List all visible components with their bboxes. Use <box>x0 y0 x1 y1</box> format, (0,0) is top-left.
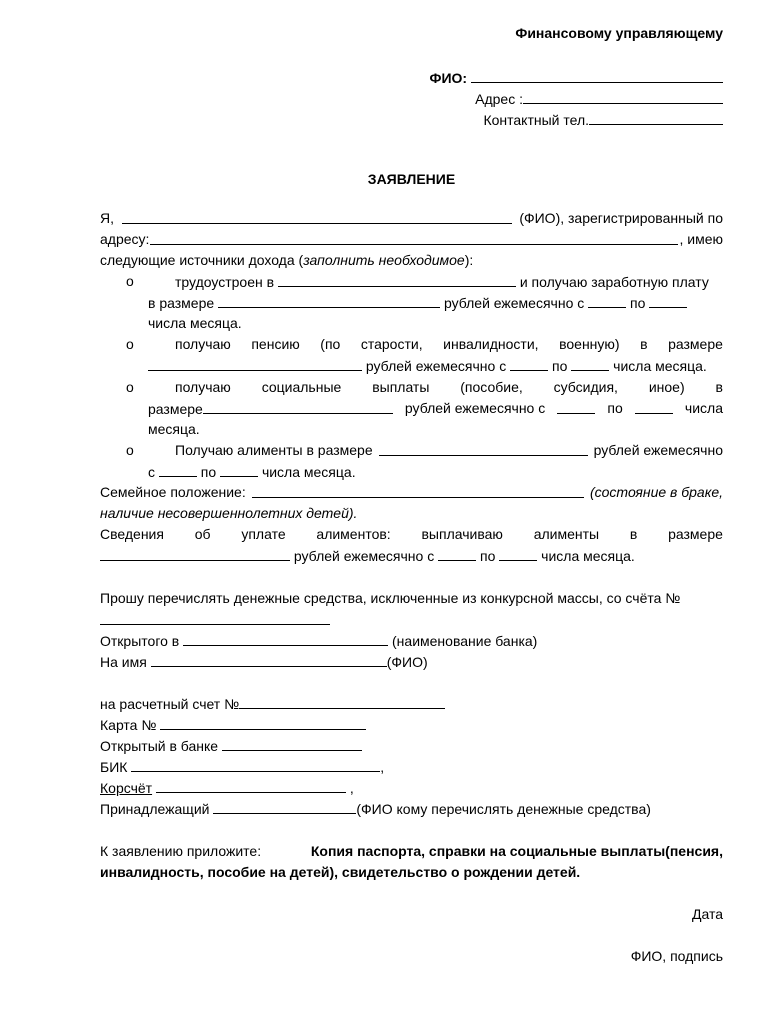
social-from-blank[interactable] <box>557 398 595 414</box>
corr-account-blank[interactable] <box>156 777 346 793</box>
target-account-blank[interactable] <box>239 693 445 709</box>
target-bank-line: Открытый в банке <box>100 735 723 756</box>
fio-line: ФИО: <box>100 67 723 88</box>
employment-line-2: в размере рублей ежемесячно с по <box>148 292 723 313</box>
bullet-marker: o <box>126 273 134 289</box>
alimony-line-2: с по числа месяца. <box>148 461 723 482</box>
owner-line: Принадлежащий (ФИО кому перечислять денежные средства) <box>100 798 723 819</box>
family-line-1: Семейное положение: (состояние в браке, <box>100 484 723 500</box>
addressee-line: Финансовому управляющему <box>515 25 723 41</box>
social-amount-blank[interactable] <box>203 398 393 414</box>
salary-amount-blank[interactable] <box>218 292 440 308</box>
intro-line-1: Я, (ФИО), зарегистрированный по <box>100 210 723 226</box>
employer-blank[interactable] <box>278 271 516 287</box>
bullet-marker: o <box>126 442 134 458</box>
alimony-to-blank[interactable] <box>220 461 258 477</box>
bik-blank[interactable] <box>131 756 380 772</box>
pension-line-1: получаю пенсию (по старости, инвалидности, военную) в размере <box>175 336 723 352</box>
pension-line-2: рублей ежемесячно с по числа месяца. <box>148 355 723 376</box>
social-line-2: размере рублей ежемесячно с по числа <box>148 400 723 417</box>
alimony-from-blank[interactable] <box>159 461 197 477</box>
alimony-paid-line-1: Сведения об уплате алиментов: выплачиваю алименты в размере <box>100 526 723 542</box>
fio-blank[interactable] <box>471 67 723 83</box>
registration-address-blank[interactable] <box>150 229 678 245</box>
social-to-blank[interactable] <box>635 398 673 414</box>
intro-line-3: следующие источники дохода (заполнить необходимое): <box>100 252 474 268</box>
salary-to-blank[interactable] <box>649 292 687 308</box>
attachments-line-1: К заявлению приложите: Копия паспорта, справки на социальные выплаты(пенсия, <box>100 843 723 859</box>
owner-blank[interactable] <box>213 798 356 814</box>
employment-line-3: числа месяца. <box>148 315 242 331</box>
family-line-2: наличие несовершеннолетних детей). <box>100 505 358 521</box>
phone-line: Контактный тел. <box>100 109 723 130</box>
bullet-marker: o <box>126 336 134 352</box>
bik-line: БИК , <box>100 756 723 777</box>
in-name-line: На имя (ФИО) <box>100 651 723 672</box>
document-title: ЗАЯВЛЕНИЕ <box>367 171 456 187</box>
target-bank-blank[interactable] <box>222 735 362 751</box>
alimony-received-amount-blank[interactable] <box>379 440 588 456</box>
address-line: Адрес : <box>100 88 723 109</box>
address-blank[interactable] <box>523 88 723 104</box>
source-account-line <box>100 609 723 630</box>
alimony-paid-from-blank[interactable] <box>438 545 476 561</box>
intro-line-2: адресу: , имею <box>100 231 723 247</box>
transfer-request-line: Прошу перечислять денежные средства, исключенные из конкурсной массы, со счёта № <box>100 590 681 606</box>
salary-from-blank[interactable] <box>588 292 626 308</box>
card-number-blank[interactable] <box>160 714 366 730</box>
target-account-line: на расчетный счет № <box>100 693 723 714</box>
alimony-paid-line-2: рублей ежемесячно с по числа месяца. <box>100 545 723 566</box>
alimony-line-1: Получаю алименты в размере рублей ежемесячно <box>175 442 723 458</box>
family-status-blank[interactable] <box>252 482 584 498</box>
pension-from-blank[interactable] <box>510 355 548 371</box>
corr-line: Корсчёт , <box>100 777 723 798</box>
attachments-line-2: инвалидность, пособие на детей), свидетельство о рождении детей. <box>100 864 581 880</box>
bullet-marker: o <box>126 379 134 395</box>
social-line-1: получаю социальные выплаты (пособие, субсидия, иное) в <box>175 379 723 395</box>
alimony-paid-to-blank[interactable] <box>499 545 537 561</box>
account-holder-blank[interactable] <box>151 651 387 667</box>
phone-blank[interactable] <box>589 109 723 125</box>
alimony-paid-amount-blank[interactable] <box>100 545 290 561</box>
signature-line: ФИО, подпись <box>630 948 723 964</box>
employment-line-1: трудоустроен в и получаю заработную плату <box>175 271 723 292</box>
social-line-3: месяца. <box>148 421 200 437</box>
opened-in-line: Открытого в (наименование банка) <box>100 630 723 651</box>
date-line: Дата <box>691 906 723 922</box>
card-line: Карта № <box>100 714 723 735</box>
applicant-fio-blank[interactable] <box>122 208 512 224</box>
pension-amount-blank[interactable] <box>148 355 362 371</box>
source-account-blank[interactable] <box>100 609 330 625</box>
bank-name-blank[interactable] <box>183 630 388 646</box>
pension-to-blank[interactable] <box>571 355 609 371</box>
